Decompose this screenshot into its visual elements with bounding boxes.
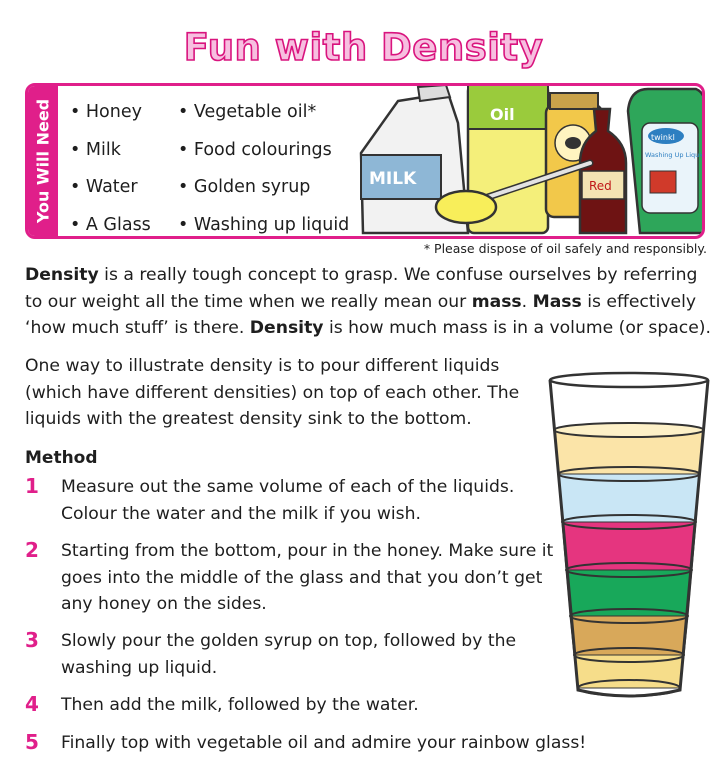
svg-text:Oil: Oil <box>490 105 515 124</box>
ingredient-item: • Water <box>70 177 138 197</box>
you-will-need-heading: You Will Need <box>33 98 53 224</box>
method-heading: Method <box>25 448 98 468</box>
svg-text:Red: Red <box>589 179 612 193</box>
ingredient-item: • Golden syrup <box>178 177 311 197</box>
ingredient-item: • Honey <box>70 102 142 122</box>
step-number: 5 <box>25 730 39 754</box>
density-intro-paragraph: Density is a really tough concept to grasp. We confuse ourselves by referring to our weight all the time when we really mean our mass. Mass is effectively ‘how much stuff’ is there. Density is how much mass is in a volume (or space). <box>25 265 711 338</box>
ingredients-illustration <box>358 83 705 239</box>
step-text: Finally top with vegetable oil and admire your rainbow glass! <box>61 733 587 753</box>
step-number: 3 <box>25 628 39 652</box>
step-text: Then add the milk, followed by the water. <box>61 695 419 715</box>
step-number: 4 <box>25 692 39 716</box>
page-title: Fun with Density <box>183 26 544 69</box>
ingredient-item: • A Glass <box>70 214 151 235</box>
rainbow-glass-illustration <box>548 370 713 700</box>
step-number: 2 <box>25 538 39 562</box>
ingredient-item: • Vegetable oil* <box>178 102 317 122</box>
ingredients-column-1 <box>70 94 151 239</box>
ingredient-item: • Food colourings <box>178 139 332 160</box>
ingredient-item: • Milk <box>70 139 121 160</box>
oil-disposal-footnote: * Please dispose of oil safely and responsibly. <box>423 241 707 256</box>
step-text: Slowly pour the golden syrup on top, followed by the washing up liquid. <box>61 631 517 678</box>
washing-up-liquid-bottle-icon <box>628 89 705 233</box>
ingredient-item: • Washing up liquid <box>178 214 350 235</box>
step-text: Starting from the bottom, pour in the honey. Make sure it goes into the middle of the glass and that you don’t get any honey on the sides. <box>61 541 554 614</box>
svg-text:twinkl: twinkl <box>651 133 675 142</box>
svg-text:Washing Up Liquid: Washing Up Liquid <box>645 151 706 159</box>
step-number: 1 <box>25 474 39 498</box>
step-text: Measure out the same volume of each of the liquids. Colour the water and the milk if you wish. <box>61 477 515 524</box>
ingredients-column-2 <box>178 94 349 239</box>
svg-text:MILK: MILK <box>369 169 417 189</box>
you-will-need-box <box>25 83 705 239</box>
illustrate-paragraph: One way to illustrate density is to pour different liquids (which have different densities) on top of each other. The liquids with the greatest density sink to the bottom. <box>25 356 520 429</box>
you-will-need-tab <box>28 86 58 236</box>
